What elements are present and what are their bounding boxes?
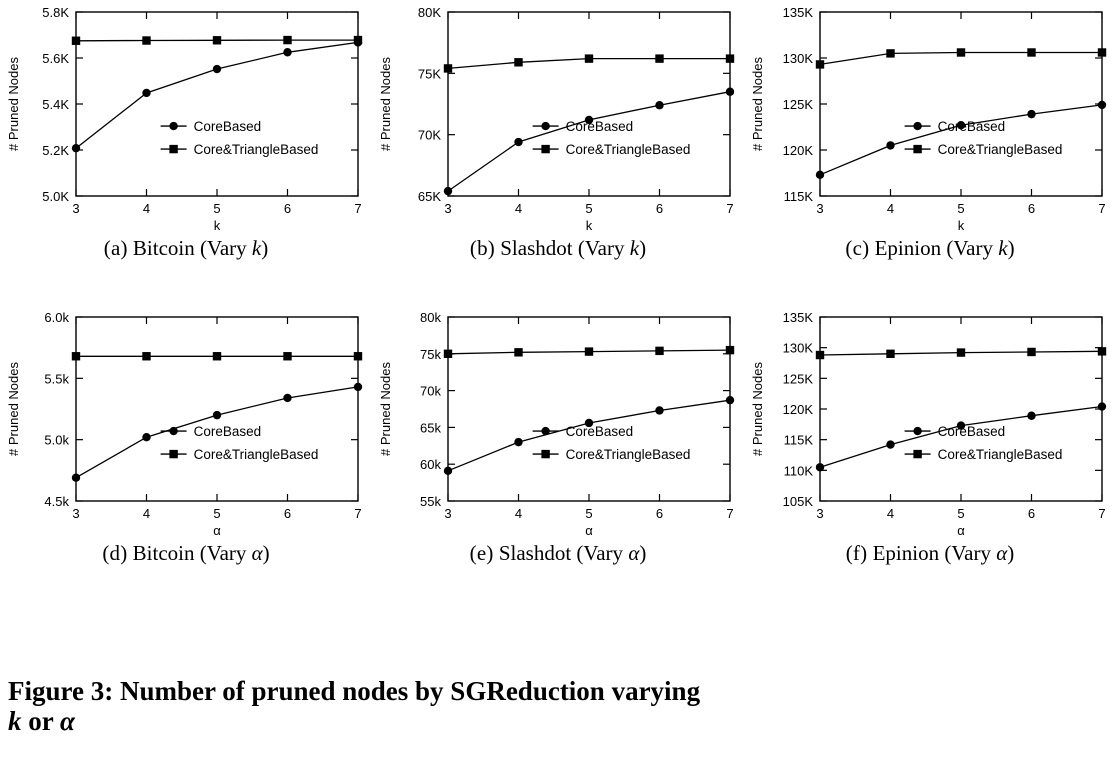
subplot-cell-d [0, 305, 372, 566]
data-point-square [1027, 48, 1035, 56]
x-tick-label: 6 [1027, 201, 1036, 216]
y-tick-label: 135K [782, 310, 813, 325]
x-tick-label: 5 [213, 506, 221, 521]
y-axis-label: # Pruned Nodes [378, 362, 393, 456]
data-point-circle [514, 138, 522, 146]
data-point-square [213, 352, 221, 360]
chart-svg-d [0, 305, 372, 535]
y-tick-label: 55k [420, 494, 441, 509]
data-point-circle [655, 406, 663, 414]
legend-label-corebased: CoreBased [193, 424, 262, 440]
data-point-circle [1098, 101, 1106, 109]
data-point-circle [213, 65, 221, 73]
x-axis-label: k [957, 218, 965, 230]
x-tick-label: 4 [514, 201, 523, 216]
data-point-square [72, 352, 80, 360]
data-point-square [1027, 348, 1035, 356]
legend-label-corebased: CoreBased [937, 119, 1006, 135]
x-tick-label: 4 [886, 506, 895, 521]
subplot-row-top [0, 0, 1117, 261]
data-point-square [886, 350, 894, 358]
data-point-square [283, 36, 291, 44]
data-point-square [142, 352, 150, 360]
data-point-square [354, 352, 362, 360]
data-point-square [816, 60, 824, 68]
chart-svg-c [744, 0, 1116, 230]
x-tick-label: 3 [816, 506, 824, 521]
data-point-square [816, 351, 824, 359]
data-point-square [886, 49, 894, 57]
series-line-circle [820, 105, 1102, 175]
y-tick-label: 120K [782, 143, 813, 158]
chart-e [372, 305, 744, 535]
data-point-circle [886, 440, 894, 448]
y-axis-label: # Pruned Nodes [6, 362, 21, 456]
data-point-square [514, 348, 522, 356]
y-tick-label: 130K [782, 51, 813, 66]
data-point-circle [354, 383, 362, 391]
legend-marker-square [541, 450, 549, 458]
x-tick-label: 3 [444, 201, 452, 216]
data-point-square [1098, 48, 1106, 56]
x-tick-label: 5 [957, 506, 965, 521]
x-tick-label: 4 [886, 201, 895, 216]
y-axis-label: # Pruned Nodes [750, 362, 765, 456]
data-point-square [957, 348, 965, 356]
caption-e-name: Slashdot (Vary [498, 541, 629, 565]
data-point-circle [142, 89, 150, 97]
legend-marker-circle [913, 122, 921, 130]
x-axis-label: α [957, 523, 965, 535]
data-point-circle [726, 396, 734, 404]
data-point-circle [726, 88, 734, 96]
x-tick-label: 6 [283, 201, 292, 216]
caption-e [372, 541, 744, 566]
caption-b-tag: (b) [469, 236, 495, 260]
plot-frame-e [448, 317, 730, 501]
chart-c [744, 0, 1116, 230]
y-tick-label: 75K [417, 66, 441, 82]
legend-label-corebased: CoreBased [565, 424, 634, 440]
legend-marker-square [169, 450, 177, 458]
figure-caption-line1: Figure 3: Number of pruned nodes by SGReduction varying [8, 676, 701, 706]
y-tick-label: 135K [782, 5, 813, 20]
data-point-square [514, 58, 522, 66]
subplot-cell-a [0, 0, 372, 261]
y-tick-label: 5.8K [42, 5, 69, 20]
caption-c-name: Epinion (Vary [874, 236, 999, 260]
subplot-cell-c [744, 0, 1116, 261]
legend-label-coretrianglebased: Core&TriangleBased [565, 142, 691, 158]
caption-a-tag: (a) [103, 236, 128, 260]
legend-label-coretrianglebased: Core&TriangleBased [565, 447, 691, 463]
data-point-circle [72, 144, 80, 152]
chart-svg-f [744, 305, 1116, 535]
caption-f-name: Epinion (Vary [872, 541, 997, 565]
caption-b-var: k [629, 236, 640, 260]
legend-label-corebased: CoreBased [193, 119, 262, 135]
plot-frame-b [448, 12, 730, 196]
y-tick-label: 65k [420, 420, 441, 436]
y-tick-label: 60k [420, 457, 441, 473]
chart-svg-b [372, 0, 744, 230]
data-point-square [957, 48, 965, 56]
data-point-square [655, 347, 663, 355]
data-point-square [283, 352, 291, 360]
y-tick-label: 75k [420, 346, 441, 362]
data-point-square [585, 54, 593, 62]
caption-a [0, 236, 372, 261]
x-tick-label: 6 [655, 506, 664, 521]
caption-d-tag: (d) [102, 541, 128, 565]
plot-frame-f [820, 317, 1102, 501]
x-axis-label: k [585, 218, 593, 230]
data-point-square [354, 36, 362, 44]
legend-marker-circle [169, 122, 177, 130]
data-point-square [726, 346, 734, 354]
x-tick-label: 6 [283, 506, 292, 521]
caption-f [744, 541, 1116, 566]
data-point-square [655, 54, 663, 62]
legend-marker-circle [169, 427, 177, 435]
y-tick-label: 5.2K [42, 143, 69, 158]
x-tick-label: 6 [655, 201, 664, 216]
subplot-cell-f [744, 305, 1116, 566]
data-point-circle [72, 473, 80, 481]
data-point-circle [444, 187, 452, 195]
legend-label-corebased: CoreBased [937, 424, 1006, 440]
y-tick-label: 70K [417, 127, 441, 143]
y-tick-label: 115K [783, 432, 813, 448]
x-tick-label: 5 [957, 201, 965, 216]
data-point-square [213, 36, 221, 44]
caption-d [0, 541, 372, 566]
figure-caption-mid: or [21, 706, 60, 737]
caption-b [372, 236, 744, 261]
legend-marker-square [169, 145, 177, 153]
subplot-cell-b [372, 0, 744, 261]
legend-label-coretrianglebased: Core&TriangleBased [937, 142, 1063, 158]
legend-label-coretrianglebased: Core&TriangleBased [937, 447, 1063, 463]
y-tick-label: 130K [782, 340, 813, 356]
x-axis-label: α [213, 523, 221, 535]
y-tick-label: 125K [782, 97, 813, 112]
y-tick-label: 5.0k [44, 432, 69, 448]
x-tick-label: 7 [1098, 201, 1106, 216]
x-tick-label: 3 [444, 506, 452, 521]
figure-caption-line2 [8, 706, 1108, 736]
y-axis-label: # Pruned Nodes [378, 57, 393, 151]
data-point-circle [655, 101, 663, 109]
caption-c-tag: (c) [845, 236, 870, 260]
caption-e-var: α [628, 541, 640, 565]
chart-a [0, 0, 372, 230]
caption-e-tag: (e) [469, 541, 494, 565]
caption-b-tail: ) [639, 236, 647, 260]
y-tick-label: 80k [420, 310, 441, 325]
x-tick-label: 5 [585, 201, 593, 216]
legend-marker-square [541, 145, 549, 153]
data-point-circle [1027, 110, 1035, 118]
x-tick-label: 6 [1027, 506, 1036, 521]
x-tick-label: 7 [726, 506, 734, 521]
figure-caption [8, 676, 1108, 736]
caption-c [744, 236, 1116, 261]
data-point-circle [1098, 402, 1106, 410]
legend-a [161, 119, 319, 157]
y-tick-label: 5.5k [44, 371, 69, 387]
caption-f-tag: (f) [845, 541, 868, 565]
figure-caption-var1: k [8, 706, 22, 737]
y-tick-label: 125K [782, 371, 813, 387]
y-tick-label: 4.5k [44, 494, 69, 509]
caption-b-name: Slashdot (Vary [500, 236, 630, 260]
data-point-square [726, 54, 734, 62]
x-tick-label: 4 [142, 201, 151, 216]
data-point-circle [142, 433, 150, 441]
y-tick-label: 120K [782, 402, 813, 417]
y-tick-label: 80K [417, 5, 441, 20]
data-point-square [1098, 347, 1106, 355]
legend-marker-circle [541, 427, 549, 435]
x-tick-label: 4 [142, 506, 151, 521]
data-point-circle [444, 467, 452, 475]
x-tick-label: 7 [354, 201, 362, 216]
y-tick-label: 110K [783, 463, 813, 479]
x-tick-label: 7 [726, 201, 734, 216]
x-tick-label: 7 [1098, 506, 1106, 521]
caption-d-var: α [251, 541, 263, 565]
data-point-square [444, 64, 452, 72]
caption-d-name: Bitcoin (Vary [132, 541, 252, 565]
y-axis-label: # Pruned Nodes [6, 57, 21, 151]
legend-b [533, 119, 691, 157]
x-tick-label: 4 [514, 506, 523, 521]
caption-a-var: k [251, 236, 262, 260]
x-tick-label: 7 [354, 506, 362, 521]
y-tick-label: 115K [783, 189, 813, 204]
legend-d [161, 424, 319, 462]
x-axis-label: α [585, 523, 593, 535]
caption-d-tail: ) [262, 541, 270, 565]
chart-f [744, 305, 1116, 535]
data-point-circle [1027, 412, 1035, 420]
y-tick-label: 70k [420, 383, 441, 399]
y-tick-label: 5.0K [42, 189, 69, 204]
legend-marker-circle [541, 122, 549, 130]
data-point-circle [816, 463, 824, 471]
data-point-square [72, 37, 80, 45]
legend-label-coretrianglebased: Core&TriangleBased [193, 447, 319, 463]
y-tick-label: 65K [417, 189, 441, 204]
caption-a-name: Bitcoin (Vary [132, 236, 252, 260]
figure-caption-var2: α [60, 706, 75, 737]
caption-c-tail: ) [1007, 236, 1015, 260]
data-point-circle [514, 438, 522, 446]
data-point-square [142, 36, 150, 44]
data-point-square [444, 350, 452, 358]
data-point-circle [283, 394, 291, 402]
data-point-circle [213, 411, 221, 419]
x-tick-label: 3 [72, 201, 80, 216]
caption-e-tail: ) [639, 541, 647, 565]
data-point-circle [816, 171, 824, 179]
subplot-cell-e [372, 305, 744, 566]
caption-f-var: α [996, 541, 1008, 565]
subplot-row-bottom [0, 305, 1117, 566]
chart-svg-e [372, 305, 744, 535]
chart-b [372, 0, 744, 230]
x-axis-label: k [213, 218, 221, 230]
legend-marker-circle [913, 427, 921, 435]
y-axis-label: # Pruned Nodes [750, 57, 765, 151]
legend-e [533, 424, 691, 462]
x-tick-label: 3 [72, 506, 80, 521]
legend-marker-square [913, 450, 921, 458]
x-tick-label: 5 [213, 201, 221, 216]
plot-frame-c [820, 12, 1102, 196]
chart-d [0, 305, 372, 535]
y-tick-label: 5.6K [42, 51, 69, 66]
caption-c-var: k [998, 236, 1008, 260]
plot-frame-d [76, 317, 358, 501]
data-point-circle [886, 141, 894, 149]
caption-a-tail: ) [261, 236, 269, 260]
legend-c [905, 119, 1063, 157]
y-tick-label: 105K [782, 494, 813, 509]
x-tick-label: 5 [585, 506, 593, 521]
y-tick-label: 5.4K [42, 97, 69, 112]
data-point-square [585, 347, 593, 355]
legend-label-corebased: CoreBased [565, 119, 634, 135]
x-tick-label: 3 [816, 201, 824, 216]
legend-f [905, 424, 1063, 462]
legend-label-coretrianglebased: Core&TriangleBased [193, 142, 319, 158]
data-point-circle [283, 48, 291, 56]
legend-marker-square [913, 145, 921, 153]
chart-svg-a [0, 0, 372, 230]
caption-f-tail: ) [1007, 541, 1015, 565]
y-tick-label: 6.0k [44, 310, 69, 325]
